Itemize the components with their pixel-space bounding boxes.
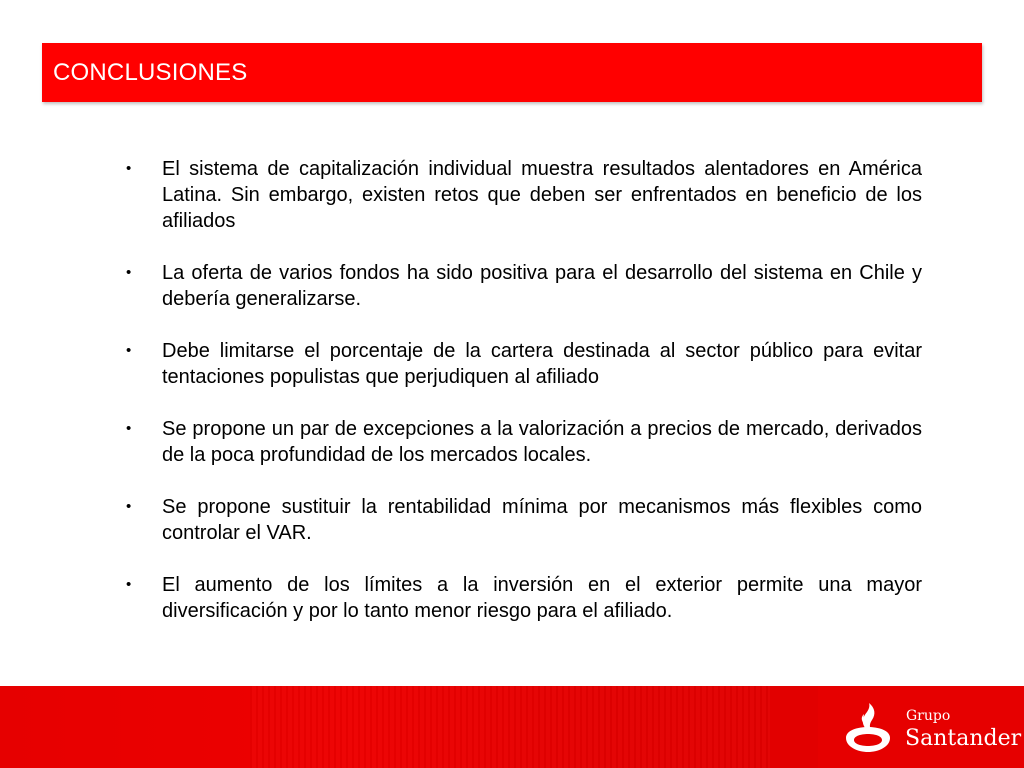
list-item-text: Debe limitarse el porcentaje de la cartera destinada al sector público para evitar tentaciones populistas que perjudiquen al afiliado xyxy=(162,340,922,388)
bullet-icon: • xyxy=(126,576,132,593)
list-item-text: El sistema de capitalización individual muestra resultados alentadores en América Latina. Sin embargo, existen retos que deben ser enfrentados en beneficio de los afiliados xyxy=(162,158,922,232)
list-item xyxy=(126,156,922,234)
brand-name: Santander xyxy=(905,726,1022,751)
footer-bar xyxy=(0,686,1024,768)
list-item-text: El aumento de los límites a la inversión en el exterior permite una mayor diversificación y por lo tanto menor riesgo para el afiliado. xyxy=(162,574,922,622)
brand-group-label: Grupo xyxy=(906,708,951,724)
title-bar xyxy=(42,43,982,102)
list-item xyxy=(126,416,922,468)
list-item-text: La oferta de varios fondos ha sido positiva para el desarrollo del sistema en Chile y debería generalizarse. xyxy=(162,262,922,310)
santander-flame-icon xyxy=(840,700,896,756)
list-item xyxy=(126,572,922,624)
list-item xyxy=(126,494,922,546)
list-item xyxy=(126,260,922,312)
bullet-icon: • xyxy=(126,498,132,515)
list-item-text: Se propone un par de excepciones a la valorización a precios de mercado, derivados de la poca profundidad de los mercados locales. xyxy=(162,418,922,466)
page-title: CONCLUSIONES xyxy=(53,59,248,86)
conclusions-list xyxy=(126,156,922,624)
list-item xyxy=(126,338,922,390)
brand-logo xyxy=(818,686,1024,768)
footer-texture xyxy=(250,686,770,768)
bullet-icon: • xyxy=(126,160,132,177)
list-item-text: Se propone sustituir la rentabilidad mínima por mecanismos más flexibles como controlar el VAR. xyxy=(162,496,922,544)
bullet-icon: • xyxy=(126,264,132,281)
bullet-icon: • xyxy=(126,342,132,359)
bullet-icon: • xyxy=(126,420,132,437)
